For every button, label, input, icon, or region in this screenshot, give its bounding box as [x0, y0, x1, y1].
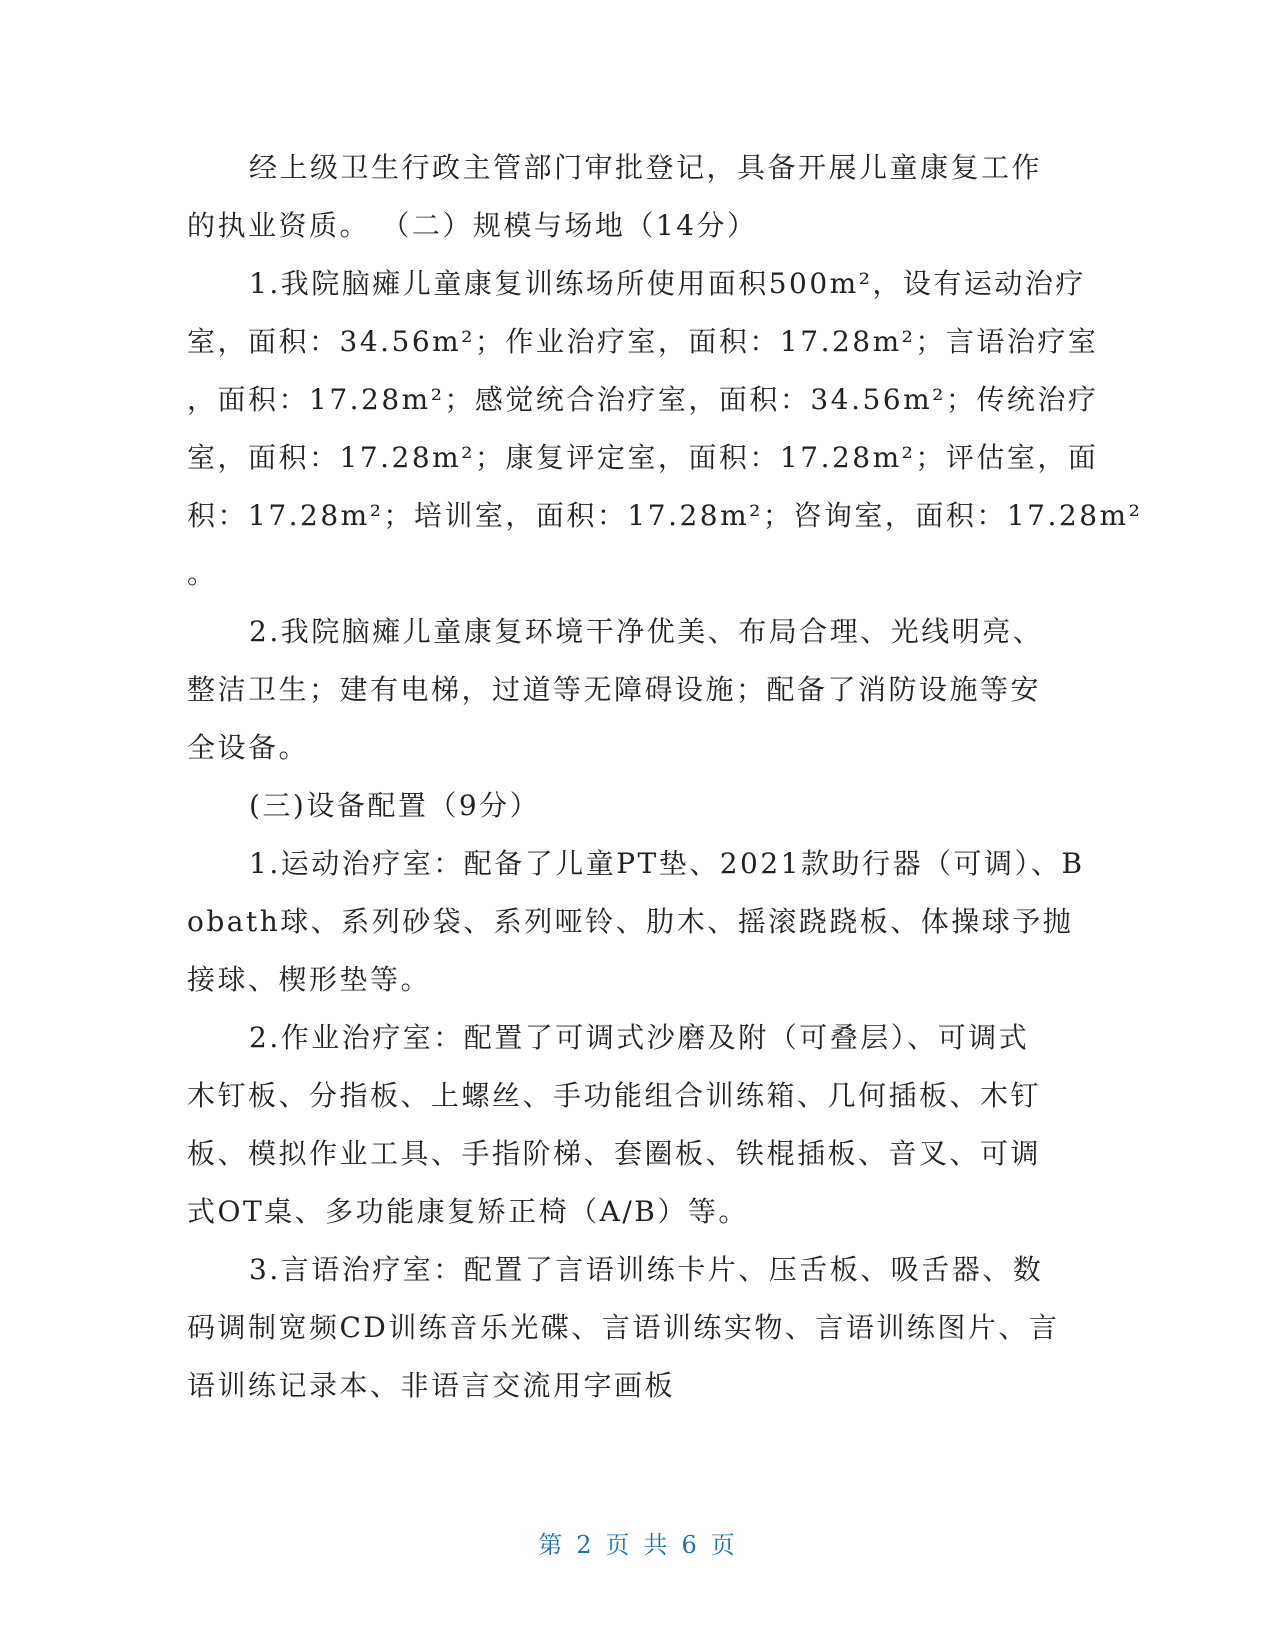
paragraph-line: 的执业资质。 （二）规模与场地（14分）: [187, 209, 758, 242]
paragraph-line: 。: [187, 557, 218, 590]
paragraph-line: 板、模拟作业工具、手指阶梯、套圈板、铁棍插板、音叉、可调: [187, 1137, 1042, 1170]
section-heading: (三)设备配置（9分）: [249, 789, 541, 822]
paragraph-line: 室，面积：34.56m²；作业治疗室，面积：17.28m²；言语治疗室: [187, 325, 1099, 358]
paragraph-line: 2.作业治疗室：配置了可调式沙磨及附（可叠层）、可调式: [249, 1021, 1030, 1054]
footer-total-pages: 6: [681, 1531, 699, 1559]
paragraph-line: 3.言语治疗室：配置了言语训练卡片、压舌板、吸舌器、数: [249, 1253, 1044, 1286]
paragraph-line: 室，面积：17.28m²；康复评定室，面积：17.28m²；评估室，面: [187, 441, 1099, 474]
footer-current-page: 2: [576, 1531, 594, 1559]
footer-prefix: 第: [538, 1531, 565, 1559]
footer-suffix: 页: [710, 1531, 737, 1559]
paragraph-line: 1.我院脑瘫儿童康复训练场所使用面积500m²，设有运动治疗: [249, 267, 1086, 300]
page-footer: [0, 1525, 1275, 1560]
paragraph-line: 全设备。: [187, 731, 310, 764]
footer-total-word: 共: [643, 1531, 670, 1559]
paragraph-line: 1.运动治疗室：配备了儿童PT垫、2021款助行器（可调）、B: [249, 847, 1085, 880]
footer-page-word: 页: [605, 1531, 632, 1559]
paragraph-line: obath球、系列砂袋、系列哑铃、肋木、摇滚跷跷板、体操球予抛: [187, 905, 1074, 938]
paragraph-line: 经上级卫生行政主管部门审批登记，具备开展儿童康复工作: [249, 151, 1043, 184]
paragraph-line: 2.我院脑瘫儿童康复环境干净优美、布局合理、光线明亮、: [249, 615, 1044, 648]
paragraph-line: 语训练记录本、非语言交流用字画板: [187, 1369, 676, 1402]
paragraph-line: 接球、楔形垫等。: [187, 963, 432, 996]
paragraph-line: 码调制宽频CD训练音乐光碟、言语训练实物、言语训练图片、言: [187, 1311, 1060, 1344]
document-body: [187, 139, 1143, 1415]
paragraph-line: 木钉板、分指板、上螺丝、手功能组合训练箱、几何插板、木钉: [187, 1079, 1042, 1112]
paragraph-line: 整洁卫生；建有电梯，过道等无障碍设施；配备了消防设施等安: [187, 673, 1042, 706]
paragraph-line: 积：17.28m²；培训室，面积：17.28m²；咨询室，面积：17.28m²: [187, 499, 1143, 532]
paragraph-line: 式OT桌、多功能康复矫正椅（A/B）等。: [187, 1195, 749, 1228]
paragraph-line: ，面积：17.28m²；感觉统合治疗室，面积：34.56m²；传统治疗: [187, 383, 1099, 416]
